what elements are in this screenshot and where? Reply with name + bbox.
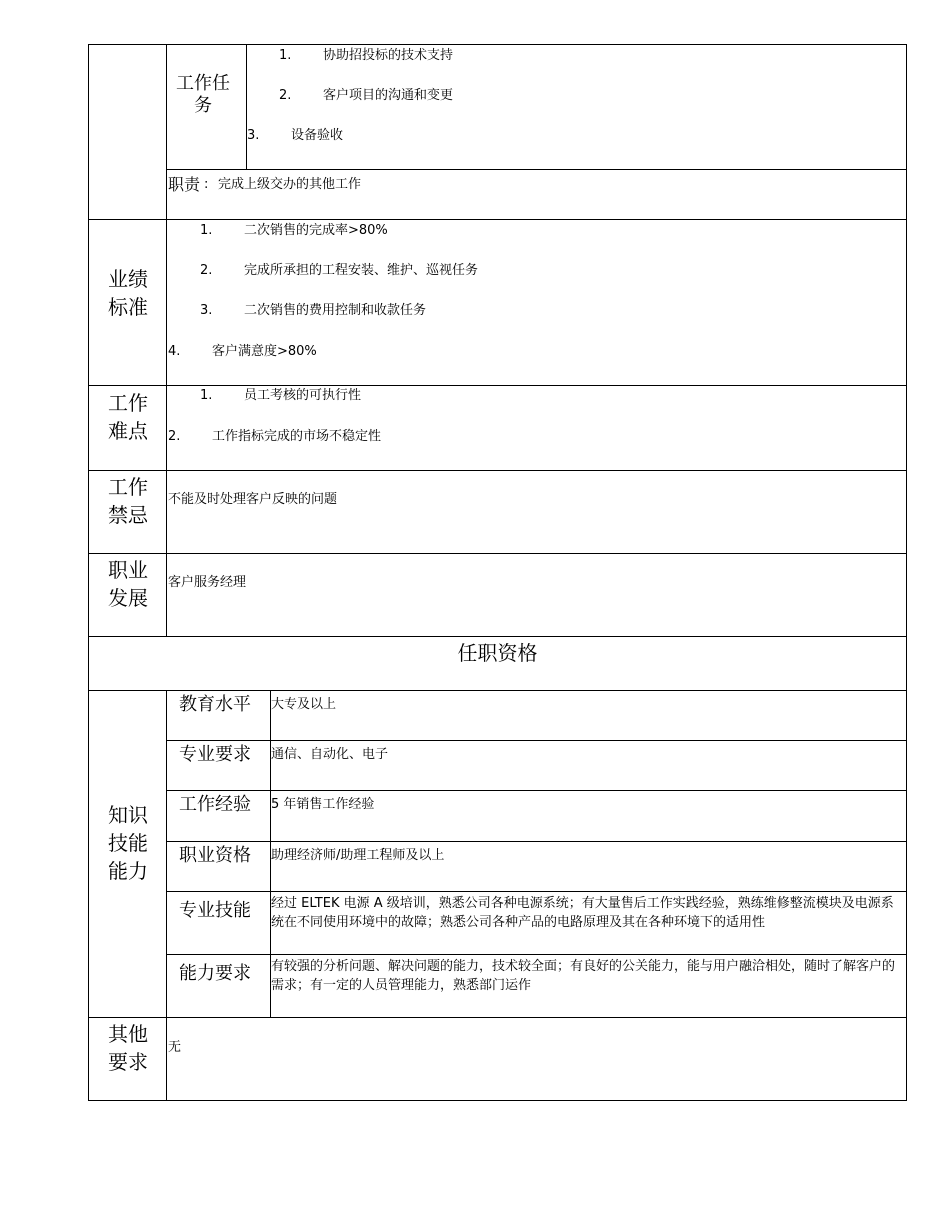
row-divider-taboo	[88, 470, 907, 471]
taboo-text: 不能及时处理客户反映的问题	[168, 492, 338, 507]
performance-label-line1: 业绩	[108, 267, 148, 291]
task-item-text: 客户项目的沟通和变更	[323, 88, 454, 103]
table-border-right	[906, 44, 907, 1101]
row-divider-qualification-body	[88, 690, 907, 691]
performance-item-text: 完成所承担的工程安装、维护、巡视任务	[244, 263, 479, 278]
qualification-title: 任职资格	[457, 641, 538, 665]
difficulty-label-line1: 工作	[108, 391, 148, 415]
table-border-left	[88, 44, 89, 1101]
qual-row-label: 工作经验	[179, 794, 251, 815]
performance-item-number: 3.	[200, 303, 213, 318]
performance-item-number: 4.	[168, 344, 181, 359]
duty-label: 职责	[168, 175, 201, 194]
difficulty-item-number: 1.	[200, 388, 213, 403]
career-label-line2: 发展	[108, 586, 148, 610]
performance-label-line2: 标准	[108, 295, 148, 319]
performance-item-text: 客户满意度>80%	[212, 344, 317, 359]
task-item-number: 2.	[279, 88, 292, 103]
qual-row-divider-1	[166, 740, 907, 741]
qual-row-label: 职业资格	[179, 845, 251, 866]
qualification-group-label-line3: 能力	[108, 859, 148, 883]
taboo-label-line1: 工作	[108, 475, 148, 499]
row-divider-difficulty	[88, 385, 907, 386]
row-divider-performance	[88, 219, 907, 220]
performance-item-number: 2.	[200, 263, 213, 278]
task-label: 工作任务	[176, 73, 230, 116]
qual-row-divider-4	[166, 891, 907, 892]
difficulty-item-number: 2.	[168, 429, 181, 444]
row-divider-career	[88, 553, 907, 554]
qual-row-value: 大专及以上	[271, 697, 337, 712]
qual-row-value: 5 年销售工作经验	[271, 797, 375, 812]
qual-row-label: 专业技能	[179, 900, 251, 921]
task-item-number: 1.	[279, 48, 292, 63]
qual-row-label: 教育水平	[179, 694, 251, 715]
row-divider-qualification-title	[88, 636, 907, 637]
table-border-bottom	[88, 1100, 907, 1101]
duty-text: 完成上级交办的其他工作	[218, 177, 362, 192]
other-label-line2: 要求	[108, 1050, 148, 1074]
duty-separator: :	[204, 177, 209, 192]
other-text: 无	[168, 1040, 182, 1055]
qual-row-divider-5	[166, 954, 907, 955]
career-label-line1: 职业	[108, 558, 148, 582]
qualification-group-label-line2: 技能	[108, 831, 148, 855]
qual-row-divider-3	[166, 841, 907, 842]
qual-row-value: 经过 ELTEK 电源 A 级培训，熟悉公司各种电源系统；有大量售后工作实践经验，熟练维修整流模块及电源系统在不同使用环境中的故障；熟悉公司各种产品的电路原理及其在各种环境下的适用性	[271, 896, 894, 930]
qualification-group-label-line1: 知识	[108, 803, 148, 827]
qual-row-divider-2	[166, 790, 907, 791]
label-column-divider-upper	[166, 44, 167, 636]
difficulty-label-line2: 难点	[108, 419, 148, 443]
performance-item-number: 1.	[200, 223, 213, 238]
task-label-divider	[246, 44, 247, 170]
task-duty-divider	[166, 169, 907, 170]
performance-item-text: 二次销售的费用控制和收款任务	[244, 303, 427, 318]
qual-row-value: 有较强的分析问题、解决问题的能力，技术较全面；有良好的公关能力，能与用户融洽相处，随时了解客户的需求；有一定的人员管理能力，熟悉部门运作	[271, 959, 896, 993]
taboo-label-line2: 禁忌	[108, 503, 148, 527]
performance-item-text: 二次销售的完成率>80%	[244, 223, 388, 238]
qual-row-label: 能力要求	[179, 963, 251, 984]
other-label-line1: 其他	[108, 1022, 148, 1046]
task-item-text: 协助招投标的技术支持	[323, 48, 454, 63]
qual-row-label: 专业要求	[179, 744, 251, 765]
row-divider-other	[88, 1017, 907, 1018]
table-border-top	[88, 44, 907, 45]
task-item-number: 3.	[247, 128, 260, 143]
career-text: 客户服务经理	[168, 575, 247, 590]
difficulty-item-text: 工作指标完成的市场不稳定性	[212, 429, 382, 444]
qual-row-value: 助理经济师/助理工程师及以上	[271, 848, 445, 863]
task-item-text: 设备验收	[291, 128, 344, 143]
qual-row-value: 通信、自动化、电子	[271, 747, 389, 762]
difficulty-item-text: 员工考核的可执行性	[244, 388, 362, 403]
